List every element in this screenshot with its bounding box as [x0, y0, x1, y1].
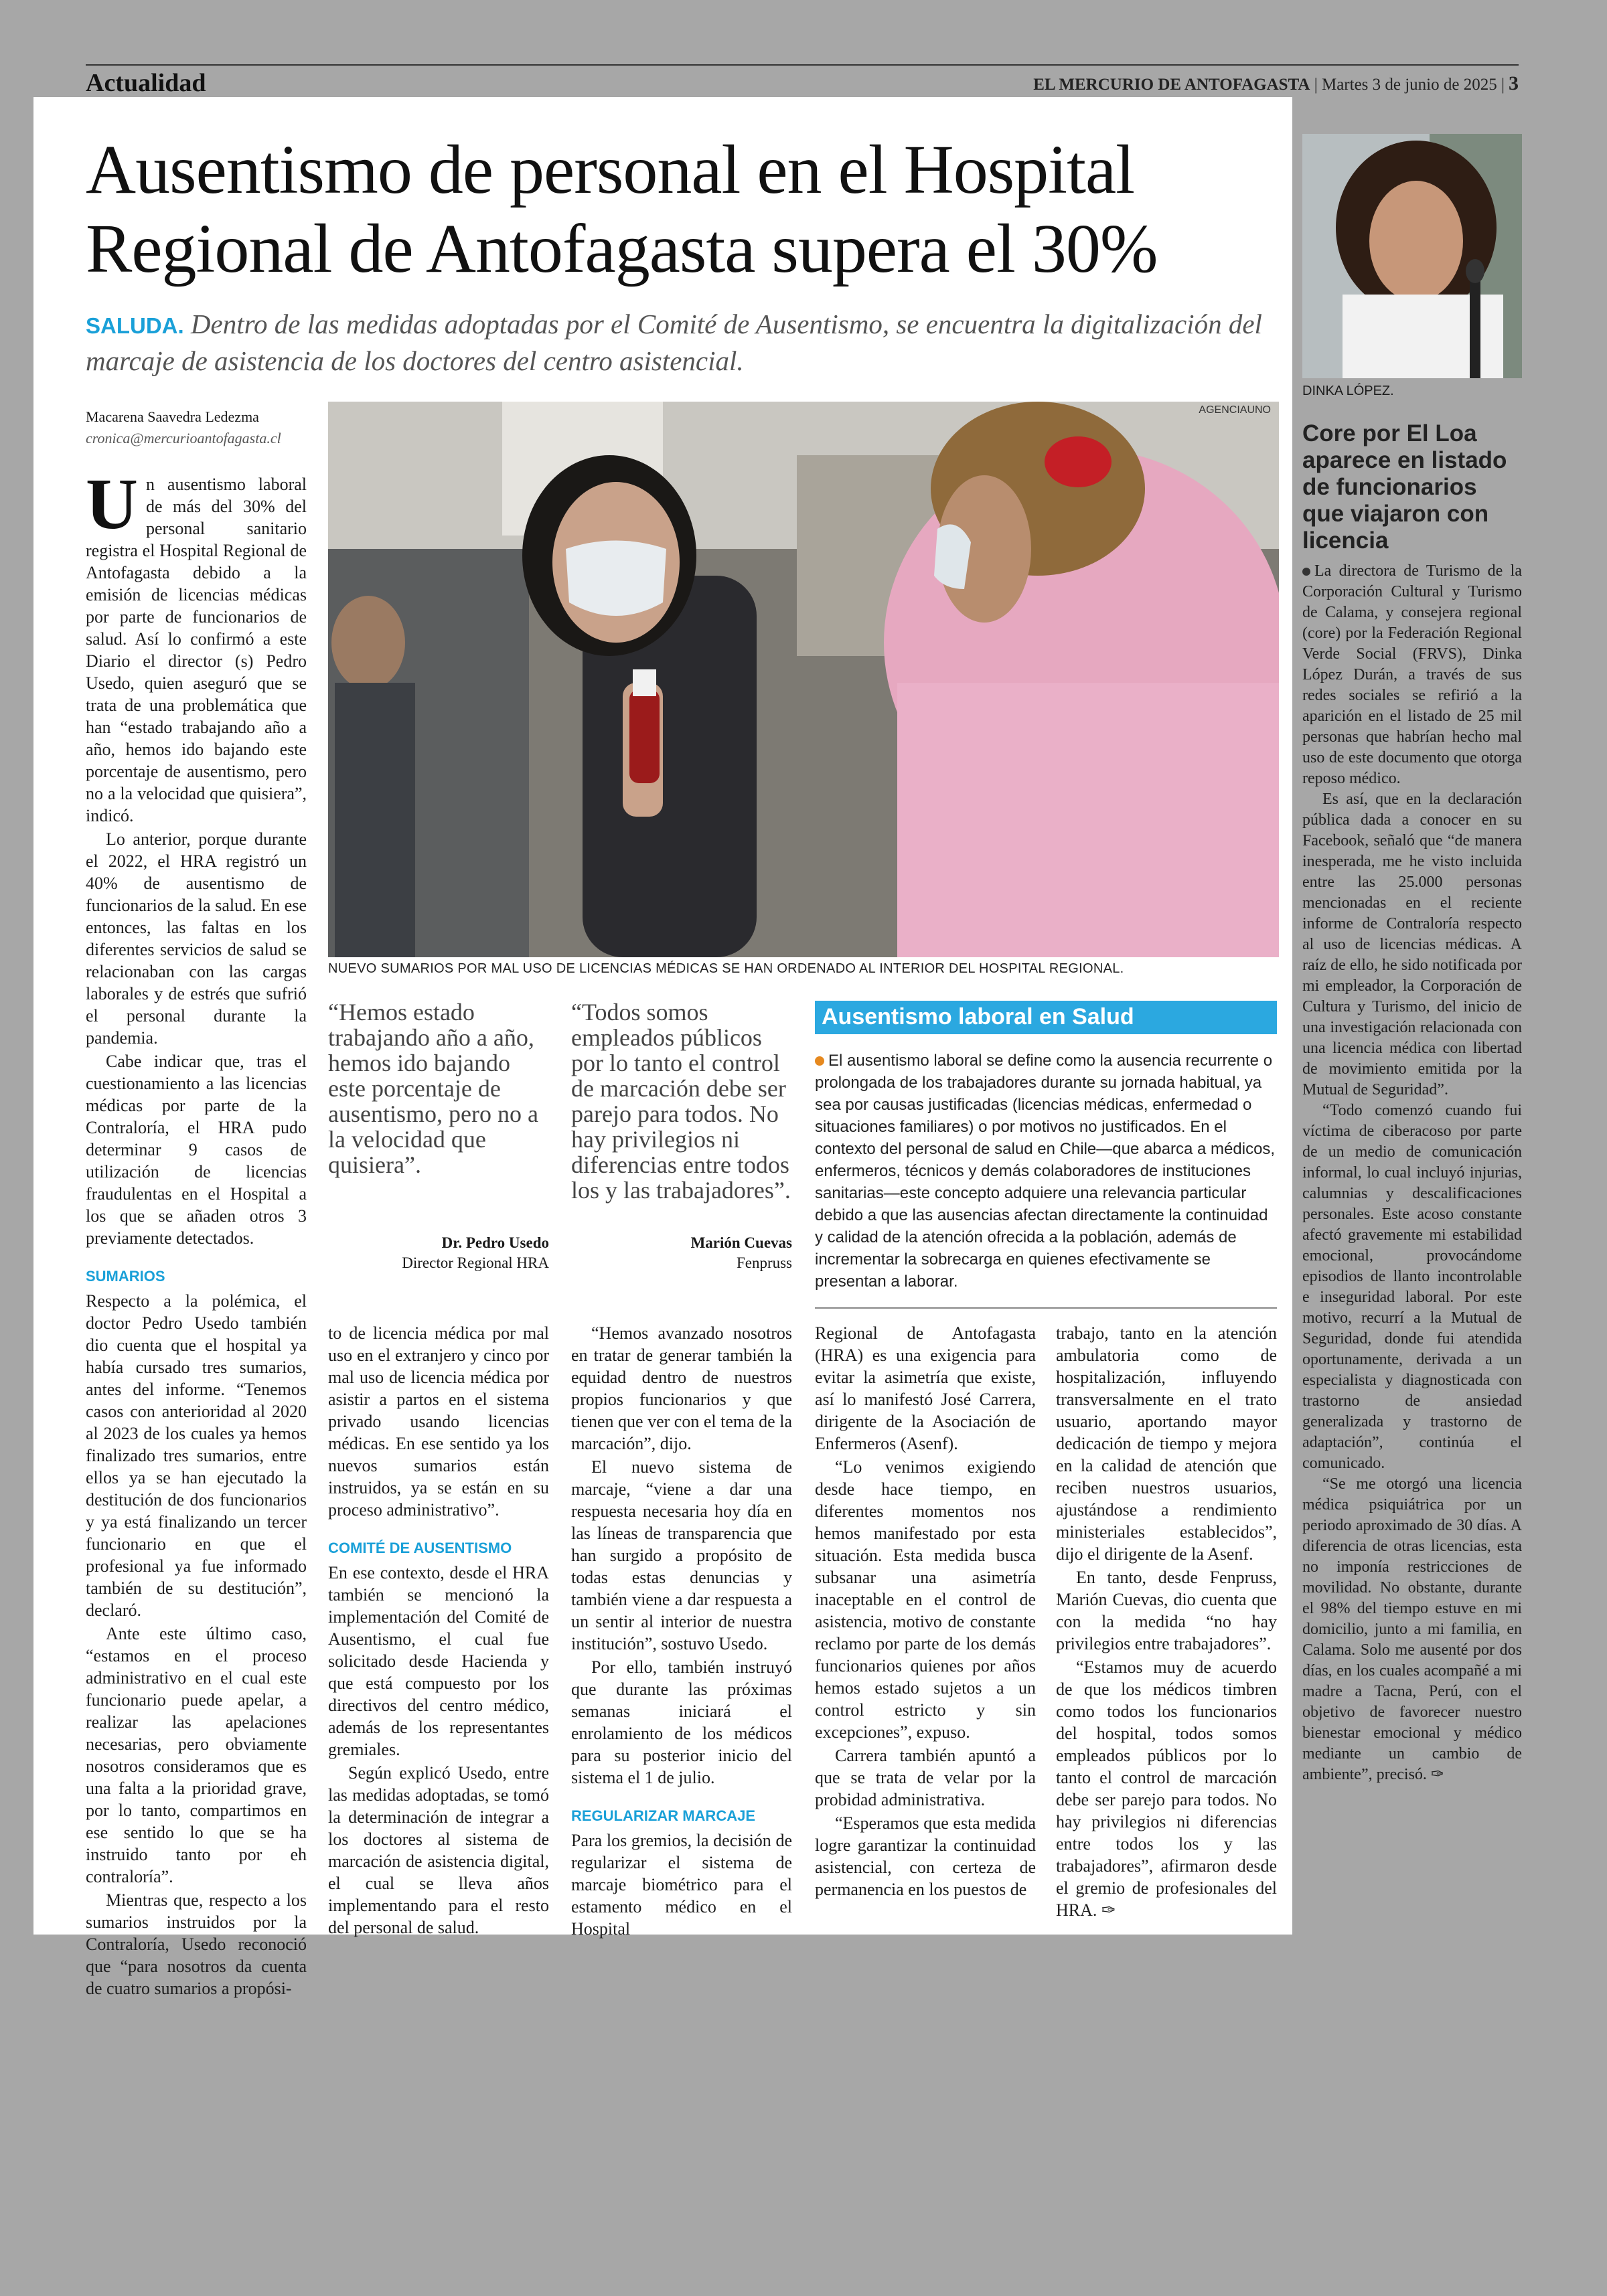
section-name: Actualidad: [86, 69, 206, 97]
headline-line-1: Ausentismo de personal en el Hospital: [86, 131, 1135, 208]
main-photo: [328, 402, 1279, 957]
pull-quote-2: “Todos somos empleados públicos por lo tanto el control de marcación debe ser parejo para todos. No hay privilegios ni diferencias entre todos los y las trabajadores”.: [571, 999, 791, 1204]
paragraph: Según explicó Usedo, entre las medidas adoptadas, se tomó la determinación de integrar a los doctores al sistema de marcación de asistencia digital, el cual se lleva años implementando para el resto del personal de salud.: [328, 1763, 549, 1937]
infobox-body: [815, 1050, 1277, 1293]
quote-2-attribution: [571, 1233, 792, 1273]
hospital-staff-illustration: [328, 402, 1279, 957]
paragraph-text: “Se me otorgó una licencia médica psiquiátrica por un periodo aproximado de 30 días. A diferencia de otras licencias, esta no imponía restricciones de movilidad. No obstante, durante el 98% del tiempo estuve en mi domicilio, junto a mi familia, en Calama. Solo me ausenté por dos días, en los cuales acompañé a mi madre a Tacna, Perú, con el objetivo de favorecer nuestro bienestar emocional y médico mediante un cambio de ambiente”, precisó.: [1302, 1475, 1522, 1783]
paragraph: El nuevo sistema de marcaje, “viene a dar una respuesta necesaria hoy día en las líneas de transparencia que han surgido a propósito de todas estas denuncias y también viene a dar respuesta a un sentir al interior de nuestra institución”, sostuvo Usedo.: [571, 1457, 792, 1653]
bullet-icon: [815, 1056, 824, 1066]
sidebar-photo-caption: DINKA LÓPEZ.: [1302, 384, 1394, 398]
paragraph-text: La directora de Turismo de la Corporación Cultural y Turismo de Calama, y consejera regional (core) por la Federación Regional Verde Social (FRVS), Dinka López Durán, a través de sus redes sociales se refirió a la aparición en el listado de 25 mil personas que habrían hecho mal uso de este documento que otorga reposo médico.: [1302, 562, 1522, 787]
bullet-icon: [1302, 568, 1310, 576]
paragraph: [1056, 1656, 1277, 1921]
quote-1-name: Dr. Pedro Usedo: [441, 1234, 549, 1251]
sidebar-photo: [1302, 134, 1522, 378]
issue-date: Martes 3 de junio de 2025: [1321, 76, 1497, 94]
end-mark-icon: ✑: [1101, 1900, 1116, 1920]
page-number: 3: [1509, 72, 1519, 94]
column-4: [815, 1322, 1036, 1902]
subheading-regularizar: REGULARIZAR MARCAJE: [571, 1807, 755, 1824]
headline-line-2: Regional de Antofagasta supera el 30%: [86, 210, 1158, 287]
newspaper-name: EL MERCURIO DE ANTOFAGASTA: [1033, 76, 1310, 94]
author-name: Macarena Saavedra Ledezma: [86, 408, 259, 425]
paragraph: Es así, que en la declaración pública dada a conocer en su Facebook, señaló que “de manera inesperada, me he visto incluida entre las 25.000 personas mencionadas en el reciente informe de Contraloría respecto al uso de licencias médicas. A raíz de ello, he sido notificada por mi empleador, la Corporación de Cultura y Turismo, del inicio de una investigación relacionada con una licencia médica con libertad de movimiento emitida por la Mutual de Seguridad”.: [1302, 791, 1522, 1098]
pull-quote-1: “Hemos estado trabajando año a año, hemos ido bajando este porcentaje de ausentismo, pero no a la velocidad que quisiera”.: [328, 999, 538, 1178]
headline: [86, 131, 1291, 289]
paragraph: Regional de Antofagasta (HRA) es una exigencia para evitar la asimetría que existe, así lo manifestó José Carrera, dirigente de la Asociación de Enfermeros (Asenf).: [815, 1323, 1036, 1453]
paragraph: Cabe indicar que, tras el cuestionamiento a las licencias médicas por parte de la Contraloría, el HRA pudo determinar 9 casos de utilización de licencias fraudulentas en el Hospital a los que se añaden otros 3 previamente detectados.: [86, 1052, 307, 1248]
infobox-title: Ausentismo laboral en Salud: [815, 1001, 1277, 1034]
dropcap: U: [86, 465, 138, 544]
author-email[interactable]: cronica@mercurioantofagasta.cl: [86, 430, 281, 446]
infobox-text: El ausentismo laboral se define como la ausencia recurrente o prolongada de los trabajadores durante su jornada habitual, ya sea por causas justificadas (licencias médicas, enfermedad o situaciones familiares) o por motivos no justificados. En el contexto del personal de salud en Chile—que abarca a médicos, enfermeros, técnicos y demás colaboradores de instituciones sanitarias—este concepto adquiere una relevancia particular debido a que las ausencias afectan directamente la continuidad y calidad de la atención ofrecida a la población, además de incrementar la sobrecarga en quienes efectivamente se presentan a laborar.: [815, 1052, 1276, 1291]
photo-caption: NUEVO SUMARIOS POR MAL USO DE LICENCIAS MÉDICAS SE HAN ORDENADO AL INTERIOR DEL HOSPITAL REGIONAL.: [328, 961, 1124, 976]
byline: [86, 406, 340, 449]
deck: [86, 307, 1284, 378]
column-3: [571, 1322, 792, 1941]
paragraph: to de licencia médica por mal uso en el extranjero y cinco por mal uso de licencia médica por asistir a partos en el sistema privado usando licencias médicas. En ese sentido ya los nuevos sumarios están instruidos, ya se están en su proceso administrativo”.: [328, 1323, 549, 1520]
paragraph: Para los gremios, la decisión de regularizar el sistema de marcaje biométrico para el estamento médico en el Hospital: [571, 1831, 792, 1939]
paragraph-text: “Estamos muy de acuerdo de que los médicos timbren como todos los funcionarios del hospital, todos somos empleados públicos por lo tanto el control de marcación debe ser parejo para todos. No hay privilegios ni diferencias entre todos los y las trabajadores”, afirmaron desde el gremio de profesionales del HRA.: [1056, 1657, 1277, 1920]
paragraph: En ese contexto, desde el HRA también se mencionó la implementación del Comité de Ausentismo, el cual fue solicitado desde Hacienda y que está compuesto por los directivos del centro médico, además de los representantes gremiales.: [328, 1563, 549, 1759]
paragraph: Respecto a la polémica, el doctor Pedro Usedo también dio cuenta que el hospital ya había cursado tres sumarios, antes del informe. “Tenemos casos con anterioridad al 2020 al 2023 de los cuales ya hemos finalizado tres sumarios, entre ellos ya se han ejecutado la destitución de dos funcionarios y ya está finalizando un tercer funcionario en que el profesional ya fue informado también de su destitución”, declaró.: [86, 1291, 307, 1620]
paragraph: “Todo comenzó cuando fui víctima de ciberacoso por parte de un medio de comunicación informal, lo cual incluyó injurias, calumnias y descalificaciones personales. Este acoso constante afectó gravemente mi estabilidad emocional, provocándome episodios de llanto incontrolable e inseguridad laboral. Por este motivo, recurrí a la Mutual de Seguridad, donde fui atendida oportunamente, derivada a un especialista y diagnosticada con trastorno de ansiedad generalizada y trastorno de adaptación”, continúa el comunicado.: [1302, 1102, 1522, 1472]
photo-credit: AGENCIAUNO: [1199, 404, 1271, 416]
quote-2-name: Marión Cuevas: [690, 1234, 792, 1251]
paragraph-text: n ausentismo laboral de más del 30% del personal sanitario registra el Hospital Regional de Antofagasta debido a la emisión de licencias médicas por parte de funcionarios de salud. Así lo confirmó a este Diario el director (s) Pedro Usedo, quien aseguró que se trata de una problemática que han “estado trabajando año a año, hemos ido bajando este porcentaje de ausentismo, pero no a la velocidad que quisiera”, indicó.: [86, 475, 307, 825]
paragraph: En tanto, desde Fenpruss, Marión Cuevas, dio cuenta que con la medida “no hay privilegios entre trabajadores”.: [1056, 1568, 1277, 1653]
subheading-sumarios: SUMARIOS: [86, 1268, 165, 1285]
paragraph: Carrera también apuntó a que se trata de velar por la probidad administrativa.: [815, 1746, 1036, 1809]
paragraph: [86, 465, 307, 827]
end-mark-icon: ✑: [1430, 1766, 1445, 1783]
column-5: [1056, 1322, 1277, 1922]
dinka-lopez-portrait: [1302, 134, 1522, 378]
paragraph: “Esperamos que esta medida logre garantizar la continuidad asistencial, con certeza de permanencia en los puestos de: [815, 1813, 1036, 1899]
quote-1-role: Director Regional HRA: [402, 1254, 549, 1271]
paragraph: trabajo, tanto en la atención ambulatoria como de hospitalización, influyendo transversalmente en el trato usuario, aportando mayor dedicación de tiempo y mejora en la calidad de atención que reciben nuestros usuarios, ajustándose a rendimiento ministeriales establecidos”, dijo el dirigente de la Asenf.: [1056, 1323, 1277, 1564]
sidebar-title: Core por El Loa aparece en listado de funcionarios que viajaron con licencia: [1302, 420, 1507, 554]
paragraph: Mientras que, respecto a los sumarios instruidos por la Contraloría, Usedo reconoció que “para nosotros da cuenta de cuatro sumarios a propósi-: [86, 1890, 307, 1998]
paragraph: “Hemos avanzado nosotros en tratar de generar también la equidad dentro de nuestros propios funcionarios y que tienen que ver con el tema de la marcación”, dijo.: [571, 1323, 792, 1453]
column-1: [86, 465, 307, 2001]
paragraph: Ante este último caso, “estamos en el proceso administrativo en el cual este funcionario puede apelar, a realizar las apelaciones necesarias, pero obviamente nosotros consideramos que es una falta a la prioridad grave, por lo tanto, compartimos en ese sentido lo que se ha instruido tanto por eh contraloría”.: [86, 1624, 307, 1886]
sidebar-body: [1302, 561, 1522, 1785]
deck-text: Dentro de las medidas adoptadas por el Comité de Ausentismo, se encuentra la digitalización del marcaje de asistencia de los doctores del centro asistencial.: [86, 309, 1262, 376]
column-2: [328, 1322, 549, 1940]
quote-1-attribution: [328, 1233, 549, 1273]
kicker: SALUDA.: [86, 313, 184, 338]
infobox-divider: [815, 1307, 1277, 1309]
page-header: [86, 64, 1519, 98]
masthead: EL MERCURIO DE ANTOFAGASTA | Martes 3 de junio de 2025 | 3: [1033, 72, 1519, 94]
paragraph: Lo anterior, porque durante el 2022, el HRA registró un 40% de ausentismo de funcionarios de la salud. En ese entonces, las faltas en los diferentes servicios de salud se relacionaban con las cargas laborales y de estrés que sufrió el personal durante la pandemia.: [86, 829, 307, 1048]
quote-2-role: Fenpruss: [736, 1254, 792, 1271]
paragraph: [1302, 1474, 1522, 1785]
paragraph: [1302, 561, 1522, 789]
paragraph: Por ello, también instruyó que durante las próximas semanas iniciará el enrolamiento de los médicos para su posterior inicio del sistema el 1 de julio.: [571, 1657, 792, 1787]
subheading-comite: COMITÉ DE AUSENTISMO: [328, 1540, 512, 1556]
paragraph: “Lo venimos exigiendo desde hace tiempo, en diferentes momentos nos hemos manifestado por esta situación. Esta medida busca subsanar una asimetría inaceptable en el control de asistencia, motivo de constante reclamo por parte de los demás funcionarios quienes por años hemos estado sujetos a un control estricto y sin excepciones”, expuso.: [815, 1457, 1036, 1742]
